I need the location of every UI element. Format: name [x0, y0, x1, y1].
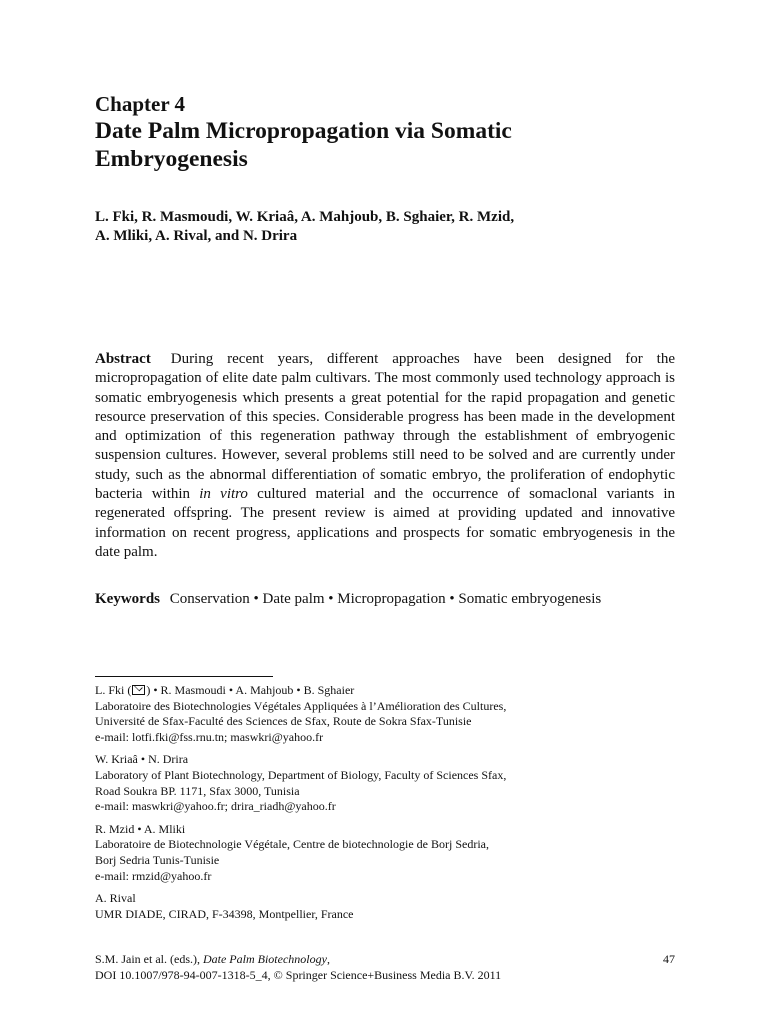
affiliation-email[interactable]: e-mail: lotfi.fki@fss.rnu.tn; maswkri@yahoo.fr — [95, 729, 324, 744]
affiliation-institution: Laboratory of Plant Biotechnology, Department of Biology, Faculty of Sciences Sfax, — [95, 767, 507, 782]
abstract-italic-term: in vitro — [199, 486, 248, 503]
footnote-divider — [95, 676, 273, 677]
affiliation-authors: W. Kriaâ • N. Drira — [95, 752, 189, 767]
affiliation-institution: UMR DIADE, CIRAD, F-34398, Montpellier, France — [95, 906, 354, 921]
affiliations — [95, 683, 675, 929]
chapter-title — [95, 117, 675, 173]
author-line1: L. Fki, R. Masmoudi, W. Kriaâ, A. Mahjoub, B. Sghaier, R. Mzid, — [95, 209, 515, 225]
affiliation-email[interactable]: e-mail: rmzid@yahoo.fr — [95, 868, 212, 883]
affiliation-email[interactable]: e-mail: maswkri@yahoo.fr; drira_riadh@yahoo.fr — [95, 799, 336, 814]
author-list — [95, 208, 675, 246]
abstract-text-part2: cultured material and the occurrence of somaclonal variants in regenerated offspring. The present review is aimed at providing updated and innovative information on recent progress, applications and prospects for somatic embryogenesis in the date palm. — [95, 486, 675, 560]
keywords-label: Keywords — [95, 591, 160, 607]
abstract-label: Abstract — [95, 351, 151, 367]
affiliation-address: Université de Sfax-Faculté des Sciences de Sfax, Route de Sokra Sfax-Tunisie — [95, 714, 472, 729]
affiliation-authors: R. Mzid • A. Mliki — [95, 821, 186, 836]
affiliation-institution: Laboratoire des Biotechnologies Végétales Appliquées à l’Amélioration des Cultures, — [95, 698, 507, 713]
chapter-label: Chapter 4 — [95, 92, 186, 116]
citation-line1: S.M. Jain et al. (eds.), Date Palm Biotechnology, — [95, 952, 330, 966]
author-line2: A. Mliki, A. Rival, and N. Drira — [95, 228, 298, 244]
affiliation-authors: A. Rival — [95, 891, 136, 906]
affiliation-address: Borj Sedria Tunis-Tunisie — [95, 852, 220, 867]
chapter-title-line2: Embryogenesis — [95, 146, 248, 172]
page-number: 47 — [663, 952, 675, 966]
affiliation-block — [95, 891, 675, 922]
book-title: Date Palm Biotechnology — [202, 952, 327, 966]
abstract — [95, 350, 675, 562]
affiliation-authors: L. Fki ( ) • R. Masmoudi • A. Mahjoub • B. Sghaier — [95, 683, 355, 697]
envelope-icon — [132, 685, 145, 695]
affiliation-institution: Laboratoire de Biotechnologie Végétale, Centre de biotechnologie de Borj Sedria, — [95, 837, 489, 852]
chapter-title-line1: Date Palm Micropropagation via Somatic — [95, 118, 512, 144]
citation-footer — [95, 952, 675, 983]
affiliation-address: Road Soukra BP. 1171, Sfax 3000, Tunisia — [95, 783, 300, 798]
citation-doi: DOI 10.1007/978-94-007-1318-5_4, © Springer Science+Business Media B.V. 2011 — [95, 967, 502, 982]
affiliation-block — [95, 822, 675, 884]
keywords — [95, 590, 675, 609]
abstract-text-part1: During recent years, different approaches have been designed for the micropropagation of elite date palm cultivars. The most commonly used technology approach is somatic embryogenesis which presents a great potential for the rapid propagation and genetic resource preservation of this species. Considerable progress has been made in the development and optimization of this regeneration pathway through the establishment of embryogenic suspension cultures. However, several problems still need to be solved and are currently under study, such as the abnormal differentiation of somatic embryo, the proliferation of endophytic bacteria within — [95, 351, 676, 503]
affiliation-block — [95, 752, 675, 814]
affiliation-block — [95, 683, 675, 745]
keywords-text: Conservation • Date palm • Micropropagation • Somatic embryogenesis — [169, 591, 602, 607]
